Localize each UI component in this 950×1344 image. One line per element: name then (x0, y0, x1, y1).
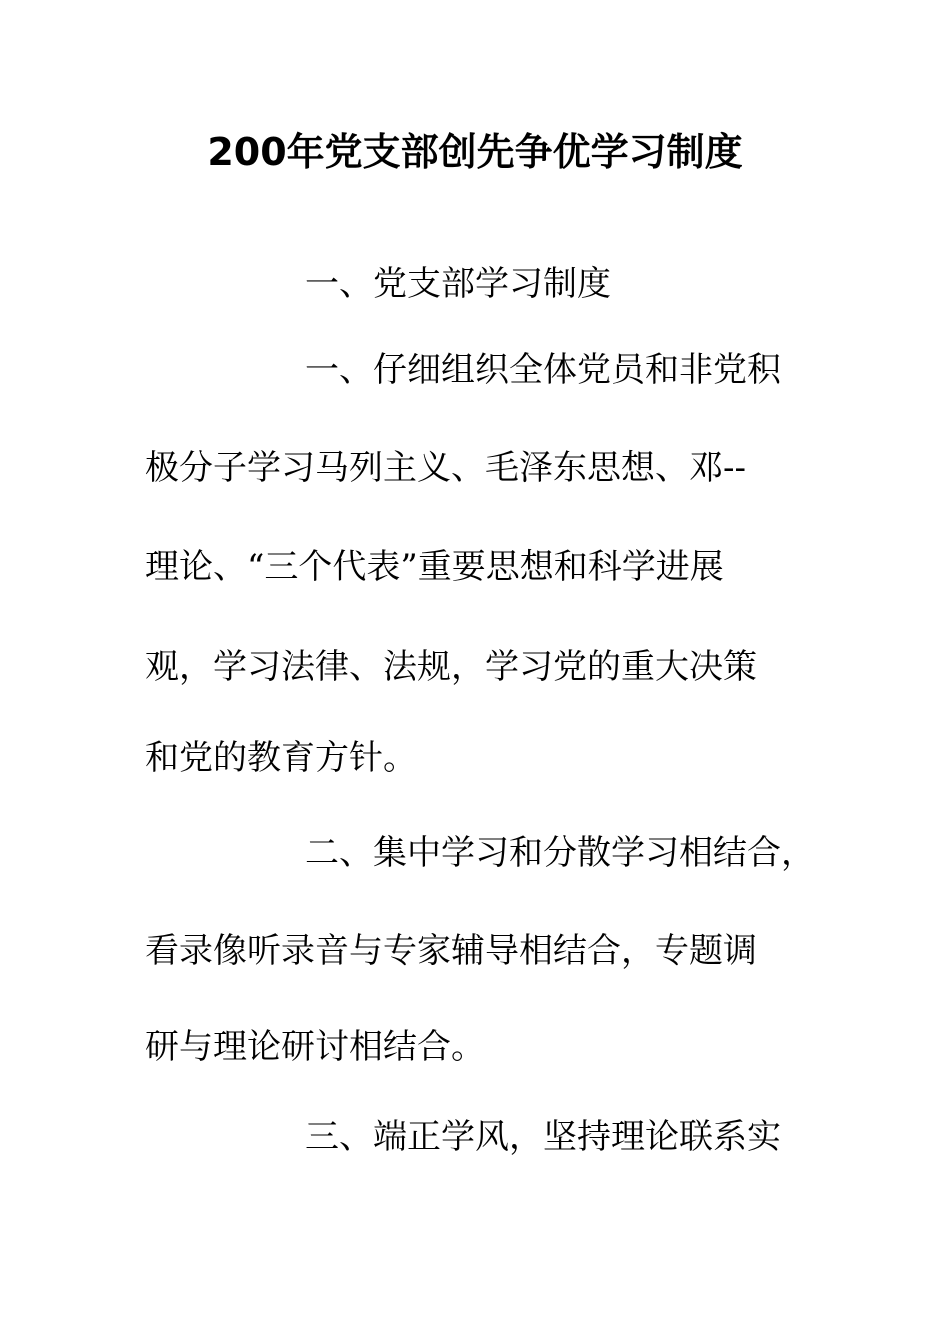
paragraph-2-line-3: 研与理论研讨相结合。 (145, 1027, 485, 1067)
section-heading: 一、党支部学习制度 (305, 264, 611, 304)
paragraph-1-line-3: 理论、“三个代表”重要思想和科学进展 (145, 547, 724, 587)
document-title: 200年党支部创先争优学习制度 (207, 130, 743, 174)
paragraph-1-line-5: 和党的教育方针。 (145, 738, 417, 778)
paragraph-3-line-1: 三、端正学风，坚持理论联系实 (305, 1117, 781, 1157)
paragraph-1-line-2: 极分子学习马列主义、毛泽东思想、邓-- (145, 448, 746, 488)
paragraph-2-line-1: 二、集中学习和分散学习相结合， (305, 833, 815, 873)
paragraph-1-line-1: 一、仔细组织全体党员和非党积 (305, 350, 781, 390)
paragraph-1-line-4: 观，学习法律、法规，学习党的重大决策 (145, 647, 757, 687)
paragraph-2-line-2: 看录像听录音与专家辅导相结合，专题调 (145, 931, 757, 971)
